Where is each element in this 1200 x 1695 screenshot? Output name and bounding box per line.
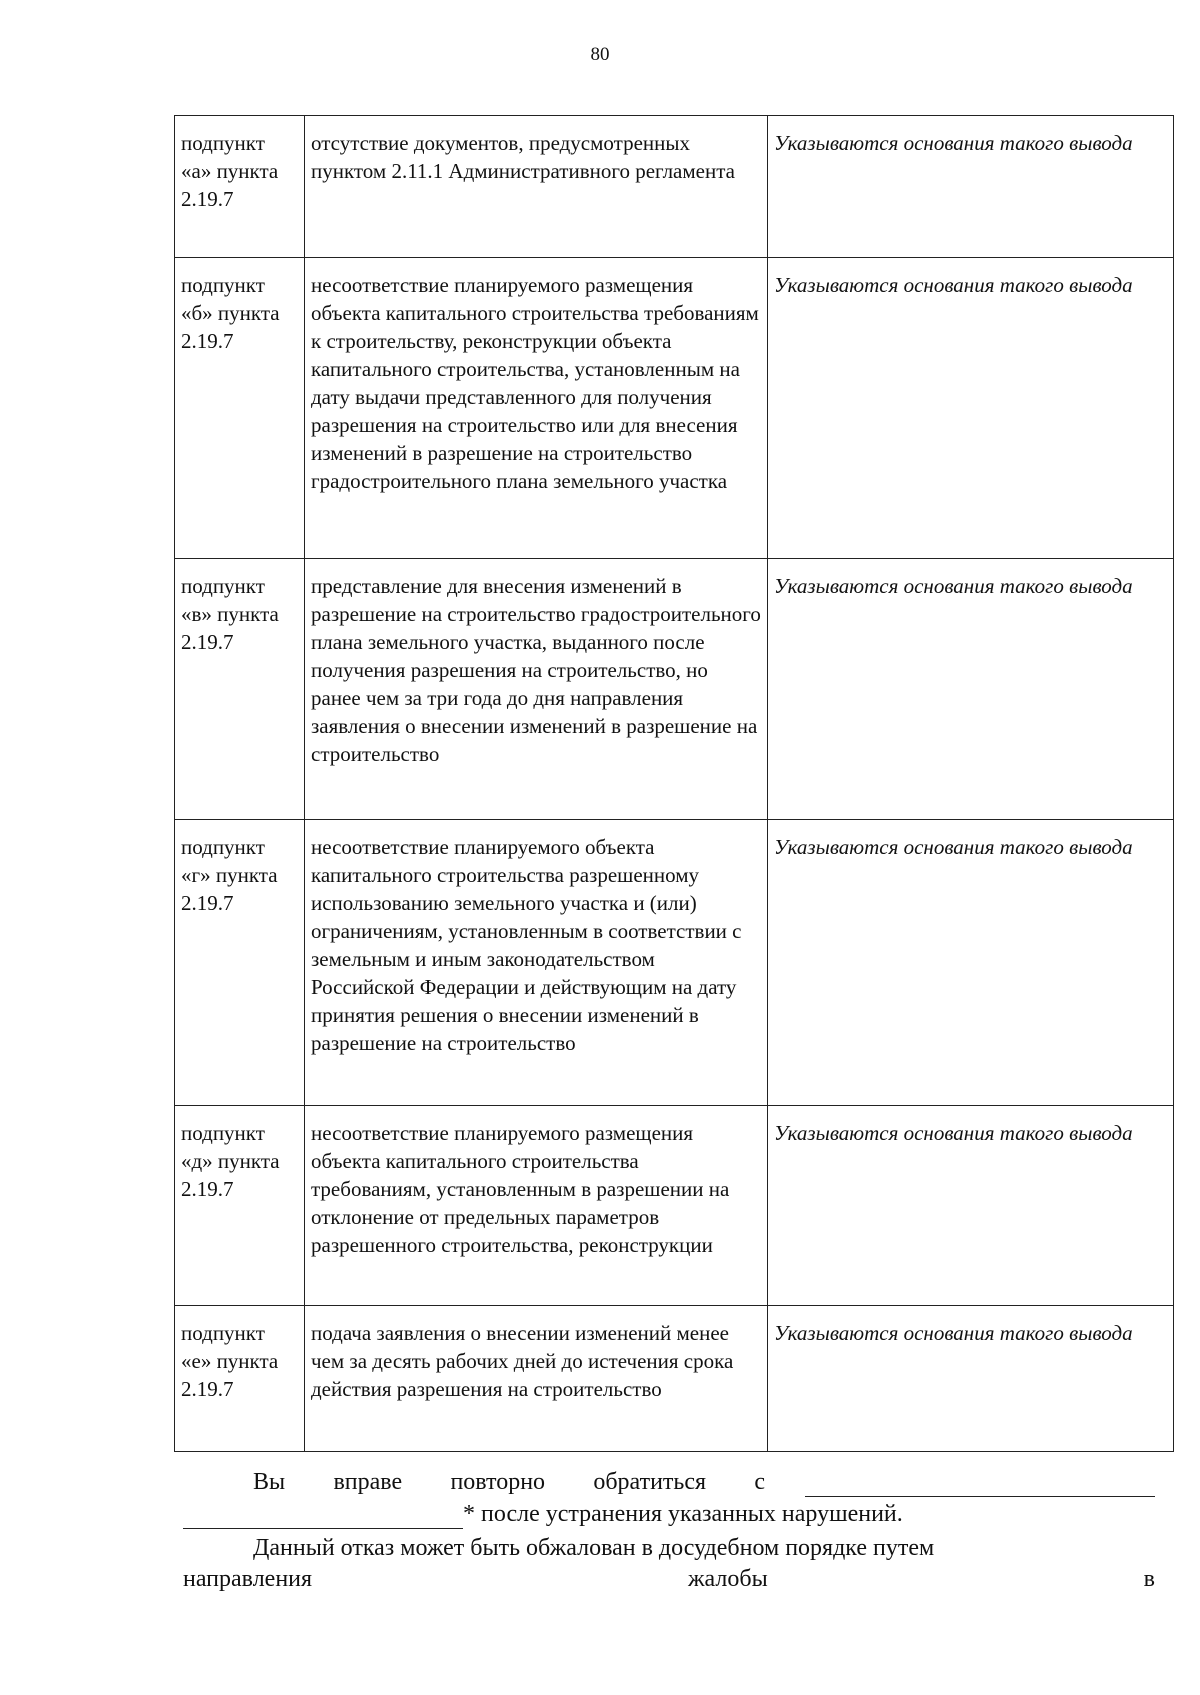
clause-ref-line: 2.19.7 — [181, 891, 234, 915]
word: жалобы — [687, 1566, 768, 1592]
note-cell: Указываются основания такого вывода — [768, 116, 1174, 258]
note-cell: Указываются основания такого вывода — [768, 1106, 1174, 1306]
note-cell: Указываются основания такого вывода — [768, 820, 1174, 1106]
reason-cell: несоответствие планируемого размещения объекта капитального строительства требованиям, установленным в разрешении на отклонение от предельных параметров разрешенного строительства, реконструкции — [305, 1106, 768, 1306]
clause-ref-cell — [175, 116, 305, 258]
clause-ref-line: «б» пункта — [181, 301, 280, 325]
clause-ref-line: подпункт — [181, 1121, 265, 1145]
reason-cell: подача заявления о внесении изменений менее чем за десять рабочих дней до истечения срока действия разрешения на строительство — [305, 1306, 768, 1452]
fill-in-blank[interactable] — [805, 1474, 1155, 1497]
clause-ref-line: подпункт — [181, 273, 265, 297]
word: повторно — [450, 1469, 546, 1495]
clause-ref-line: 2.19.7 — [181, 630, 234, 654]
table-row — [175, 258, 1174, 559]
reason-cell: отсутствие документов, предусмотренных пунктом 2.11.1 Административного регламента — [305, 116, 768, 258]
word: обратиться — [593, 1469, 707, 1495]
fill-in-blank[interactable] — [183, 1506, 463, 1529]
word: Вы — [253, 1469, 286, 1495]
clause-ref-line: 2.19.7 — [181, 1177, 234, 1201]
clause-ref-line: 2.19.7 — [181, 329, 234, 353]
refusal-grounds-table — [174, 115, 1174, 1452]
clause-ref-cell — [175, 1306, 305, 1452]
clause-ref-line: 2.19.7 — [181, 187, 234, 211]
clause-ref-line: «е» пункта — [181, 1349, 279, 1373]
clause-ref-line: «а» пункта — [181, 159, 279, 183]
clause-ref-line: подпункт — [181, 835, 265, 859]
clause-ref-cell — [175, 820, 305, 1106]
reason-cell: несоответствие планируемого объекта капитального строительства разрешенному использованию земельного участка и (или) ограничениям, установленным в соответствии с земельным и иным законодательством Российской Федерации и действующим на дату принятия решения о внесении изменений в разрешение на строительство — [305, 820, 768, 1106]
clause-ref-line: подпункт — [181, 574, 265, 598]
clause-ref-line: «д» пункта — [181, 1149, 280, 1173]
word: в — [1143, 1566, 1155, 1592]
word: с — [754, 1469, 766, 1495]
word: вправе — [333, 1469, 403, 1495]
table-row — [175, 116, 1174, 258]
reapply-condition: * после устранения указанных нарушений. — [463, 1501, 903, 1527]
table-row — [175, 1306, 1174, 1452]
reason-cell: представление для внесения изменений в разрешение на строительство градостроительного плана земельного участка, выданного после получения разрешения на строительство, но ранее чем за три года до дня направления заявления о внесении изменений в разрешение на строительство — [305, 559, 768, 820]
reapply-line-continued — [183, 1499, 1155, 1529]
clause-ref-line: подпункт — [181, 1321, 265, 1345]
table-row — [175, 1106, 1174, 1306]
appeal-paragraph-continued — [183, 1564, 1155, 1594]
clause-ref-cell — [175, 258, 305, 559]
page-number: 80 — [590, 44, 610, 65]
note-cell: Указываются основания такого вывода — [768, 258, 1174, 559]
note-cell: Указываются основания такого вывода — [768, 559, 1174, 820]
note-cell: Указываются основания такого вывода — [768, 1306, 1174, 1452]
appeal-paragraph: Данный отказ может быть обжалован в досудебном порядке путем — [253, 1535, 935, 1561]
table-row — [175, 820, 1174, 1106]
reapply-line — [183, 1467, 1155, 1497]
clause-ref-line: подпункт — [181, 131, 265, 155]
clause-ref-cell — [175, 559, 305, 820]
clause-ref-line: «г» пункта — [181, 863, 278, 887]
table-row — [175, 559, 1174, 820]
clause-ref-line: 2.19.7 — [181, 1377, 234, 1401]
reason-cell: несоответствие планируемого размещения объекта капитального строительства требованиям к строительству, реконструкции объекта капитального строительства, установленным на дату выдачи представленного для получения разрешения на строительство или для внесения изменений в разрешение на строительство градостроительного плана земельного участка — [305, 258, 768, 559]
clause-ref-line: «в» пункта — [181, 602, 279, 626]
clause-ref-cell — [175, 1106, 305, 1306]
word: направления — [183, 1566, 313, 1592]
